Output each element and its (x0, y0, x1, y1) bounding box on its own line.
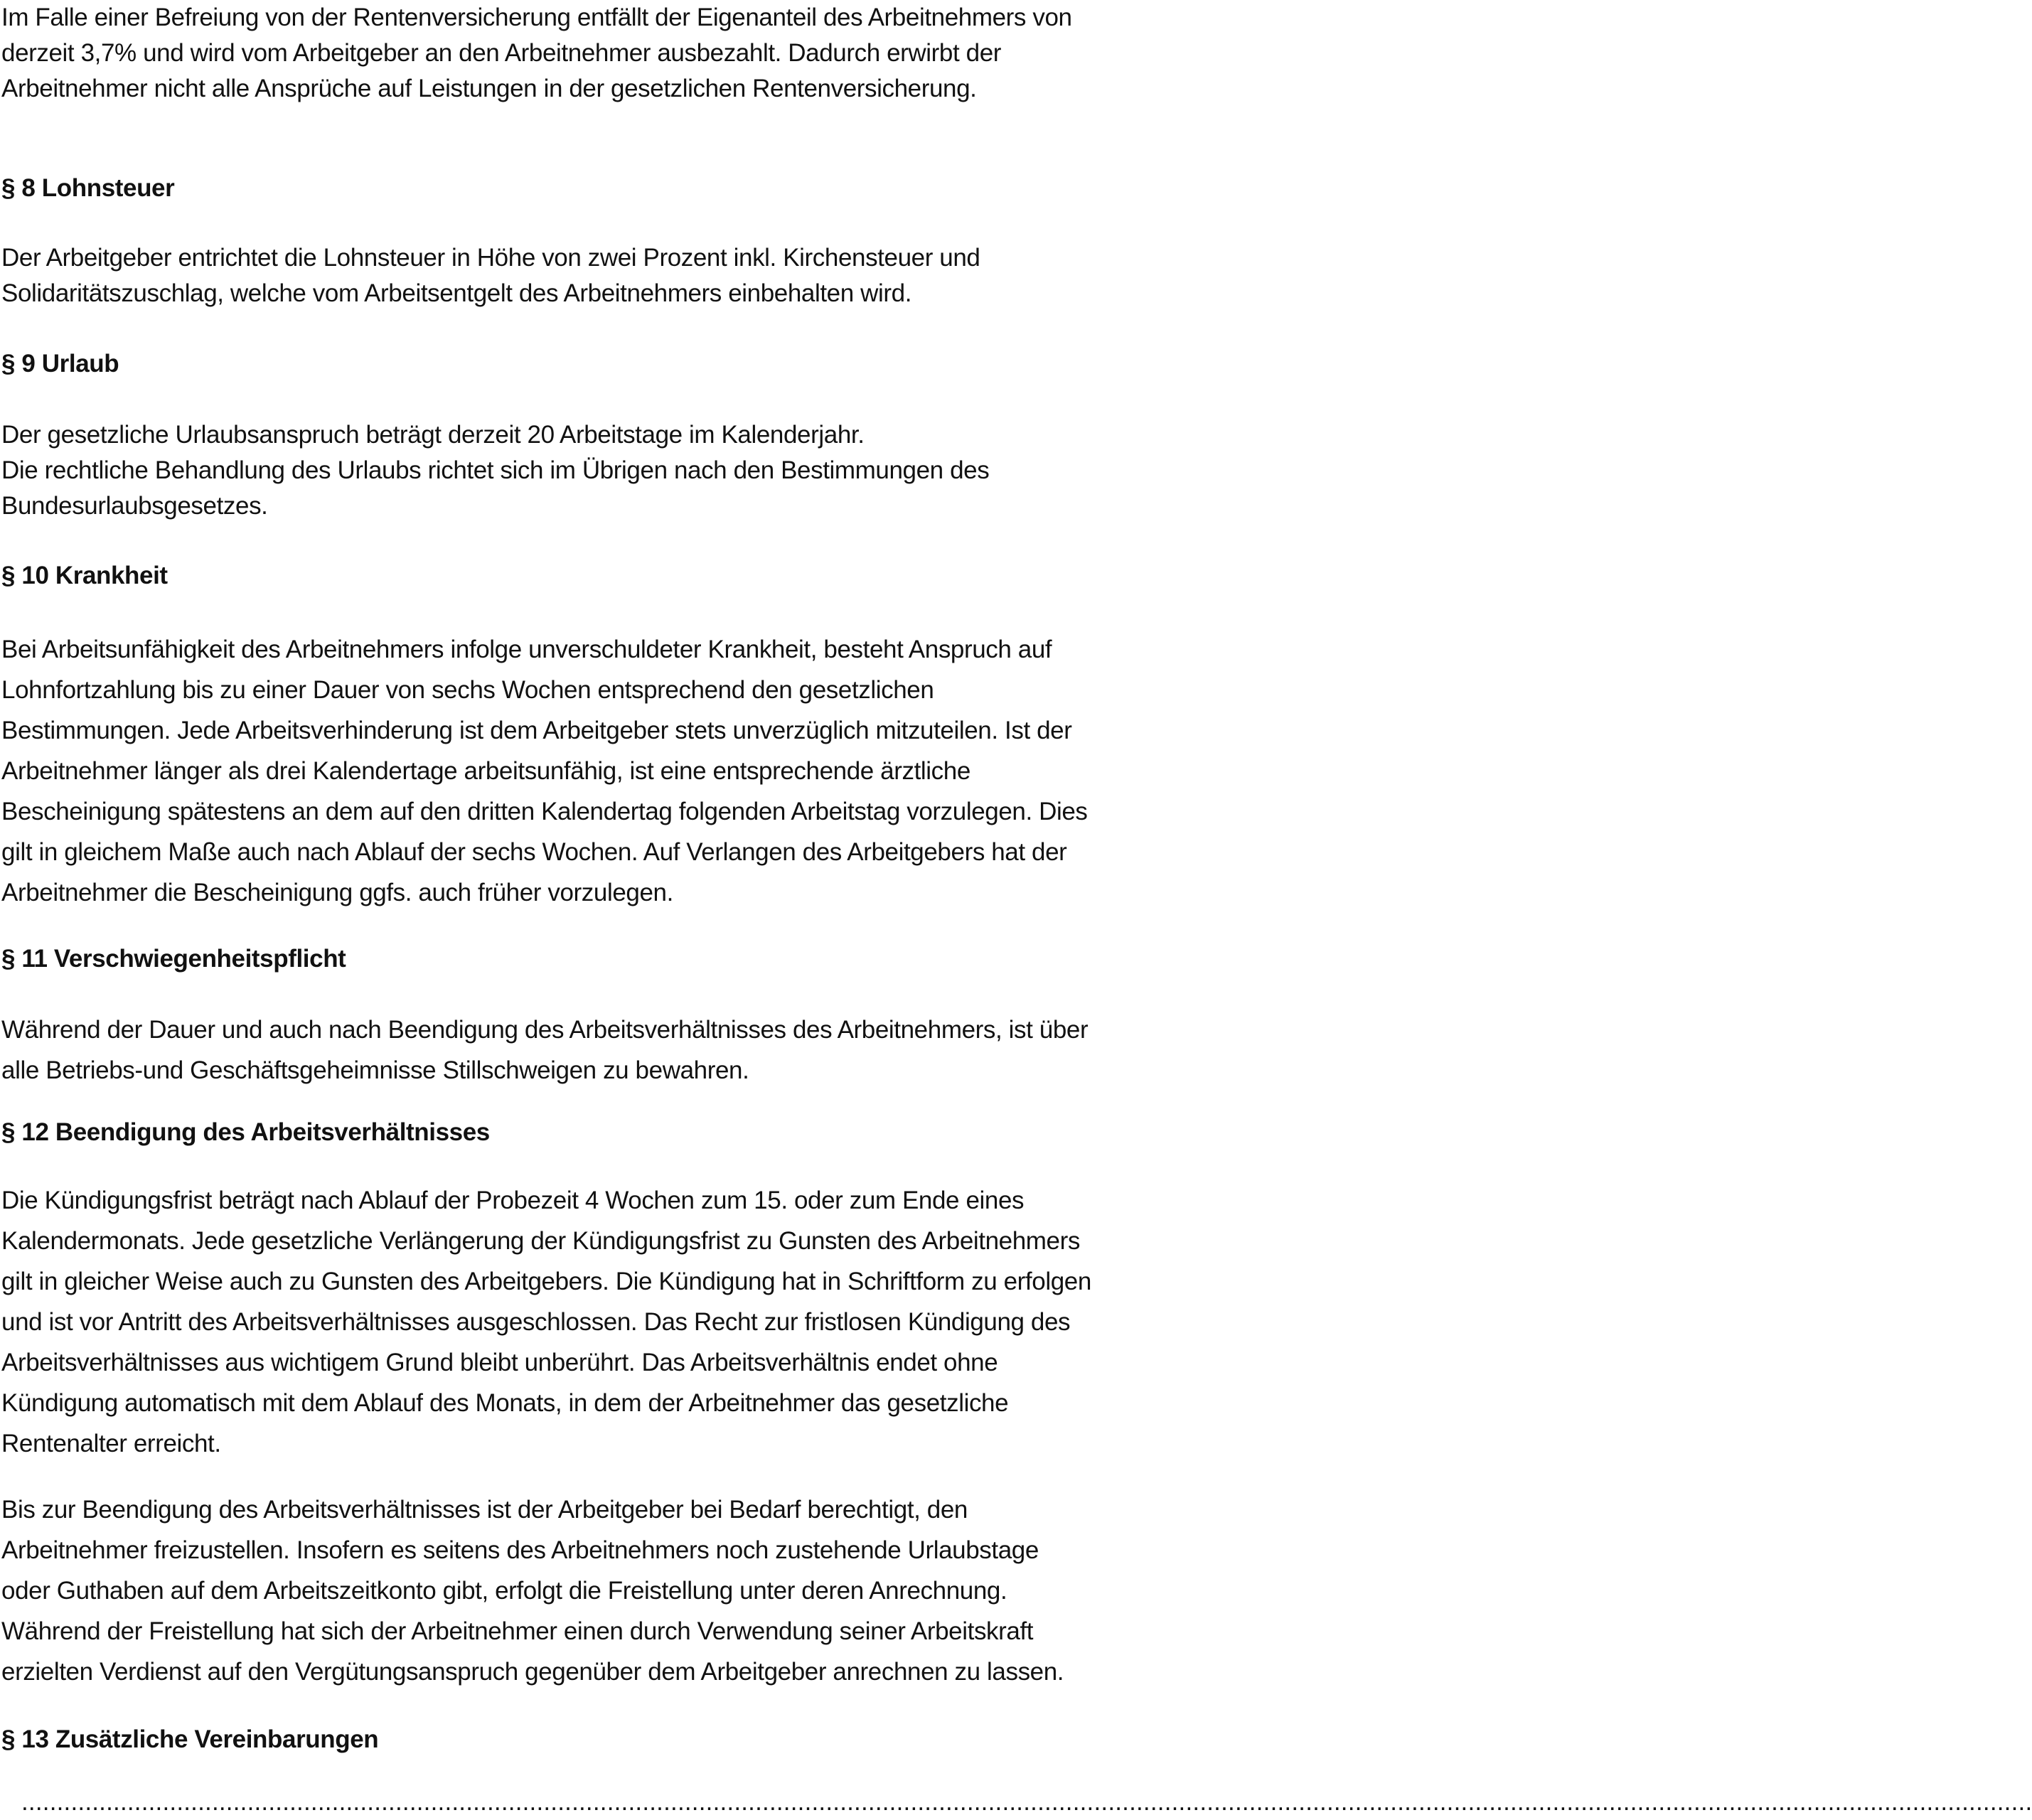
section-9-body: Der gesetzliche Urlaubsanspruch beträgt derzeit 20 Arbeitstage im Kalenderjahr. Die rechtliche Behandlung des Urlaubs richtet sich im Übrigen nach den Bestimmungen des Bundesurlaubsgesetzes. (1, 421, 990, 520)
section-8-body: Der Arbeitgeber entrichtet die Lohnsteuer in Höhe von zwei Prozent inkl. Kirchensteuer und Solidaritätszuschlag, welche vom Arbeitsentgelt des Arbeitnehmers einbehalten wird. (1, 244, 980, 307)
section-10-heading: § 10 Krankheit (1, 562, 168, 589)
section-10-body: Bei Arbeitsunfähigkeit des Arbeitnehmers infolge unverschuldeter Krankheit, besteht Anspruch auf Lohnfortzahlung bis zu einer Dauer von sechs Wochen entsprechend den gesetzlichen Bestimmungen. Jede Arbeitsverhinderung ist dem Arbeitgeber stets unverzüglich mitzuteilen. Ist der Arbeitnehmer länger als drei Kalendertage arbeitsunfähig, ist eine entsprechende ärztliche Bescheinigung spätestens an dem auf den dritten Kalendertag folgenden Arbeitstag vorzulegen. Dies gilt in gleichem Maße auch nach Ablauf der sechs Wochen. Auf Verlangen des Arbeitgebers hat der Arbeitnehmer die Bescheinigung ggfs. auch früher vorzulegen. (1, 636, 1088, 906)
section-9-heading: § 9 Urlaub (1, 350, 119, 378)
section-8-heading: § 8 Lohnsteuer (1, 174, 175, 202)
section-12-heading: § 12 Beendigung des Arbeitsverhältnisses (1, 1118, 490, 1146)
section-12-body-paragraph-1: Die Kündigungsfrist beträgt nach Ablauf der Probezeit 4 Wochen zum 15. oder zum Ende eines Kalendermonats. Jede gesetzliche Verlängerung der Kündigungsfrist zu Gunsten des Arbeitnehmers gilt in gleicher Weise auch zu Gunsten des Arbeitgebers. Die Kündigung hat in Schriftform zu erfolgen und ist vor Antritt des Arbeitsverhältnisses ausgeschlossen. Das Recht zur fristlosen Kündigung des Arbeitsverhältnisses aus wichtigem Grund bleibt unberührt. Das Arbeitsverhältnis endet ohne Kündigung automatisch mit dem Ablauf des Monats, in dem der Arbeitnehmer das gesetzliche Rentenalter erreicht. (1, 1187, 1091, 1457)
section-13-fill-line: ............................................................................................................................................................................................................................................................................................. (21, 1788, 2032, 1816)
section-12-body-paragraph-2: Bis zur Beendigung des Arbeitsverhältnisses ist der Arbeitgeber bei Bedarf berechtigt, den Arbeitnehmer freizustellen. Insofern es seitens des Arbeitnehmers noch zustehende Urlaubstage oder Guthaben auf dem Arbeitszeitkonto gibt, erfolgt die Freistellung unter deren Anrechnung. Während der Freistellung hat sich der Arbeitnehmer einen durch Verwendung seiner Arbeitskraft erzielten Verdienst auf den Vergütungsanspruch gegenüber dem Arbeitgeber anrechnen zu lassen. (1, 1496, 1064, 1686)
section-11-body: Während der Dauer und auch nach Beendigung des Arbeitsverhältnisses des Arbeitnehmers, ist über alle Betriebs-und Geschäftsgeheimnisse Stillschweigen zu bewahren. (1, 1016, 1089, 1084)
section-13-heading: § 13 Zusätzliche Vereinbarungen (1, 1725, 379, 1753)
section-11-heading: § 11 Verschwiegenheitspflicht (1, 945, 346, 973)
intro-paragraph: Im Falle einer Befreiung von der Rentenversicherung entfällt der Eigenanteil des Arbeitnehmers von derzeit 3,7% und wird vom Arbeitgeber an den Arbeitnehmer ausbezahlt. Dadurch erwirbt der Arbeitnehmer nicht alle Ansprüche auf Leistungen in der gesetzlichen Rentenversicherung. (1, 4, 1072, 102)
